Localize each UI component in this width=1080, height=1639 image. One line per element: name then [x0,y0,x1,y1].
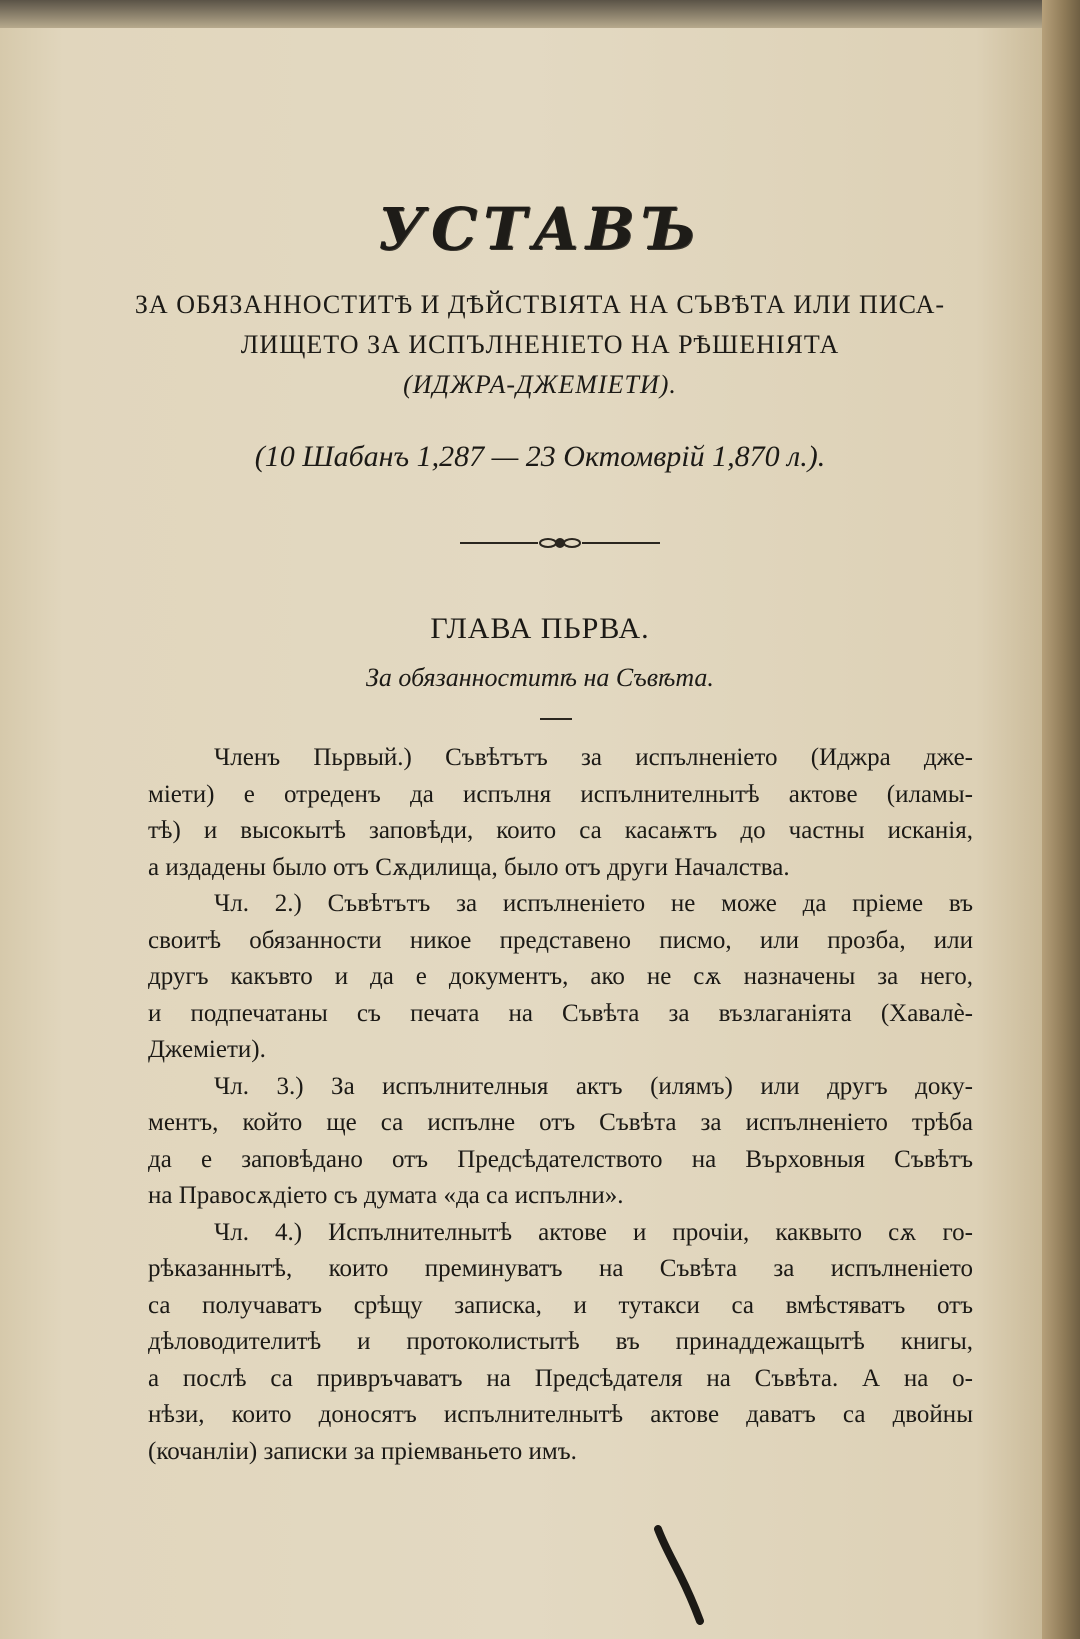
subtitle-line-1: ЗА ОБЯЗАННОСТИТѢ И ДѢЙСТВІЯТА НА СЪВѢТА ИЛИ ПИСА- [134,290,946,319]
text-line: са получаватъ срѣщу записка, и тутакси са вмѣстяватъ отъ [148,1291,973,1319]
document-date: (10 Шабанъ 1,287 — 23 Октомврій 1,870 л.). [254,440,826,473]
document-body [148,740,973,1470]
text-line: (кочанліи) записки за пріемваньето имъ. [148,1437,577,1465]
article-4 [148,1215,973,1471]
text-line: а издадены было отъ Сѫдилища, было отъ други Началства. [148,853,790,881]
text-line: Членъ Пьрвый.) Съвѣтътъ за испълненіето (Иджра дже- [214,744,973,771]
short-rule [540,718,572,720]
text-line: да е заповѣдано отъ Предсѣдателството на Върховныя Съвѣтъ [148,1145,973,1173]
article-3 [148,1069,973,1215]
text-line: и подпечатаны съ печата на Съвѣта за възлаганіята (Хавалѐ- [148,999,973,1027]
text-line: своитѣ обязанности никое представено писмо, или прозба, или [148,926,973,954]
subtitle-line-3: (ИДЖРА-ДЖЕМІЕТИ). [403,370,677,399]
article-1 [148,740,973,886]
decorative-divider [460,535,660,551]
chapter-subheading: За обязанноститѣ на Съвѣта. [366,663,714,692]
text-line: а послѣ са привръчаватъ на Предсѣдателя на Съвѣта. А на о- [148,1364,973,1392]
text-line: другъ какъвто и да е документъ, ако не сѫ назначены за него, [148,963,973,990]
text-line: рѣказаннытѣ, които преминуватъ на Съвѣта за испълненіето [148,1255,973,1282]
text-line: нѣзи, които доносятъ испълнителнытѣ актове даватъ са двойны [148,1401,973,1428]
text-line: на Правосѫдіето съ думата «да са испълни». [148,1182,624,1209]
article-2 [148,886,973,1069]
text-line: дѣловодителитѣ и протоколистытѣ въ принаддежащытѣ книгы, [148,1328,973,1355]
page-top-edge [0,0,1080,28]
text-line: Чл. 2.) Съвѣтътъ за испълненіето не може да пріеме въ [214,890,973,917]
document-title: УСТАВЪ [377,195,703,263]
text-line: тѣ) и высокытѣ заповѣди, които са касаѭтъ до частны исканія, [148,817,973,844]
subtitle-line-2: ЛИЩЕТО ЗА ИСПЪЛНЕНІЕТО НА РѢШЕНІЯТА [240,330,840,359]
text-line: Чл. 4.) Испълнителнытѣ актове и прочіи, каквыто сѫ го- [214,1218,973,1246]
ink-stroke-mark [650,1525,710,1625]
text-line: ментъ, който ще са испълне отъ Съвѣта за испълненіето трѣба [148,1109,973,1136]
text-line: Джеміети). [148,1036,266,1063]
chapter-heading: ГЛАВА ПЬРВА. [430,612,650,645]
text-line: міети) е отреденъ да испълня испълнителнытѣ актове (иламы- [148,780,973,808]
text-line: Чл. 3.) За испълнителныя актъ (илямъ) или другъ доку- [214,1072,973,1100]
